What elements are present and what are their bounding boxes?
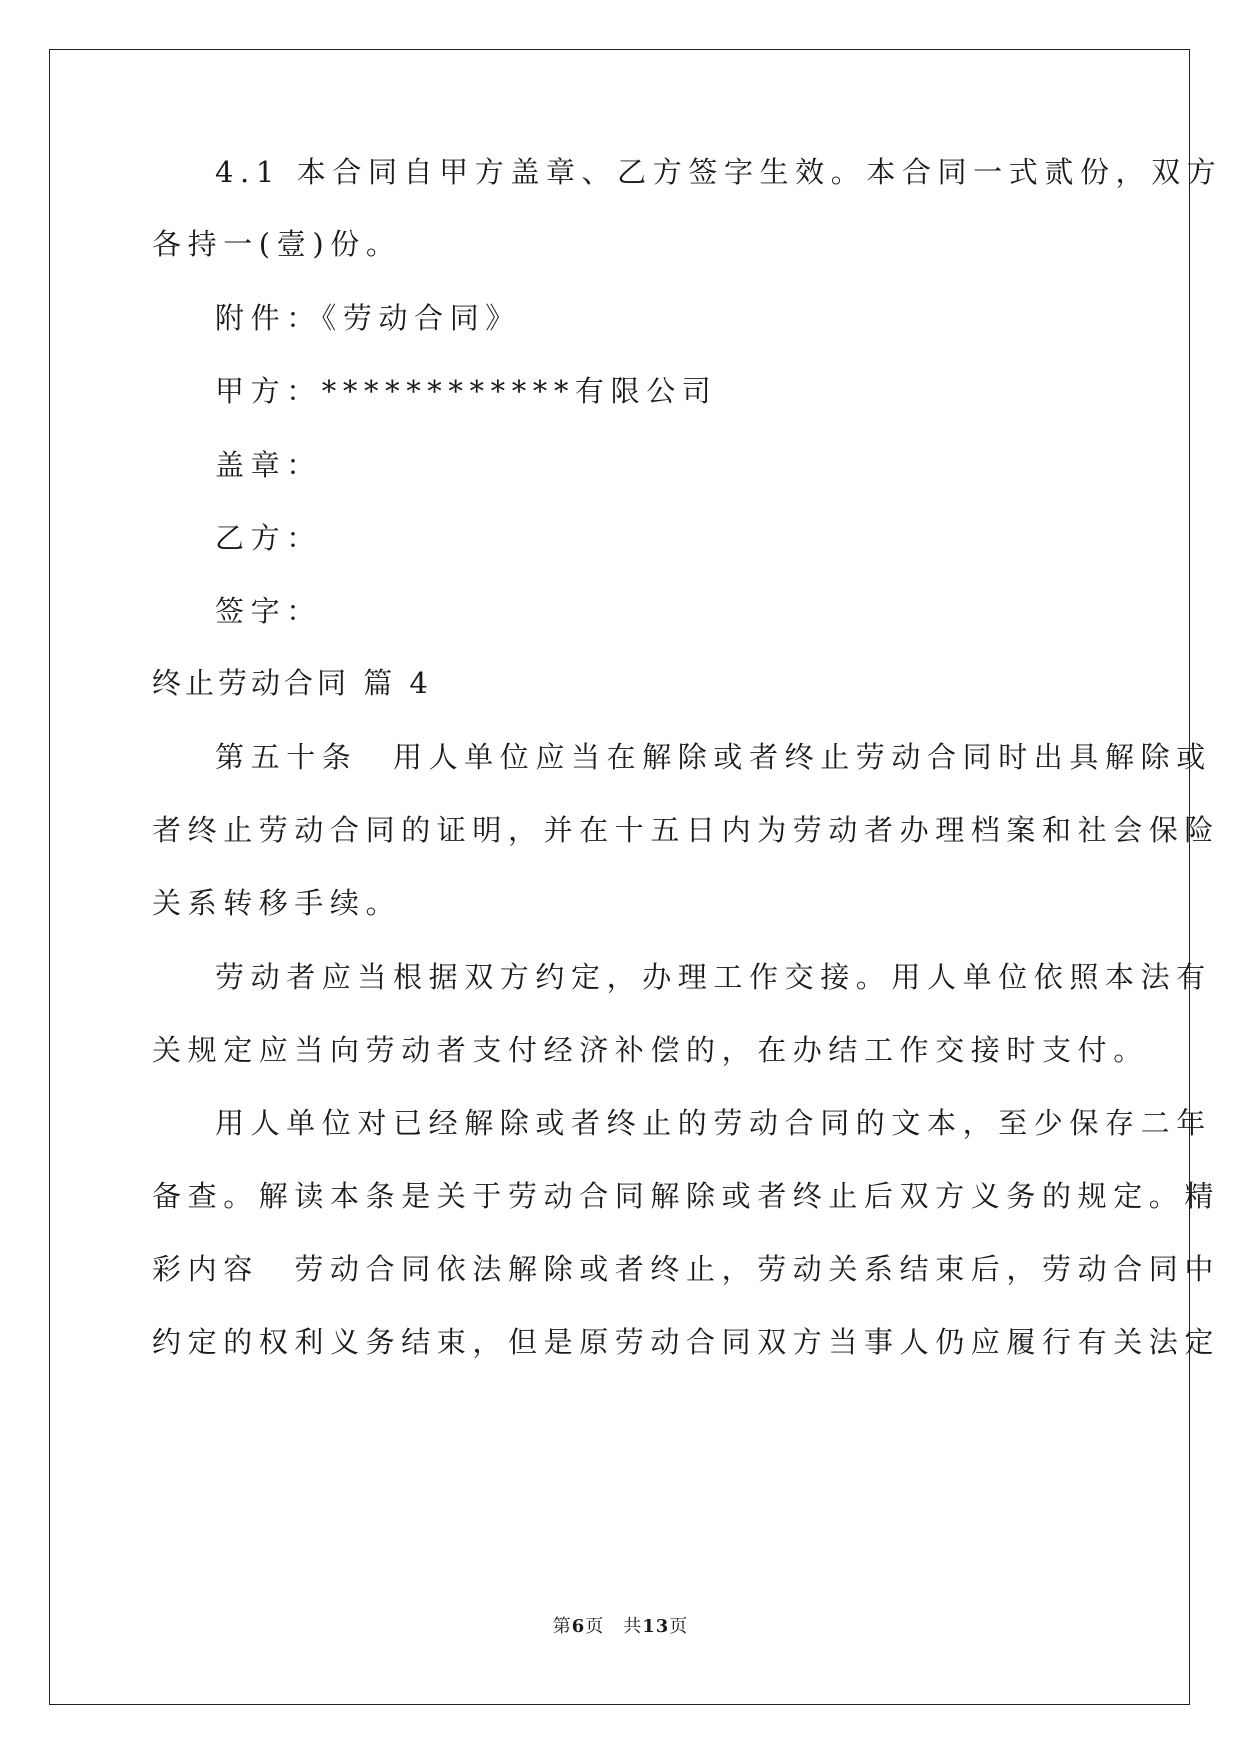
section-heading: 终止劳动合同 篇 4 <box>152 666 432 700</box>
party-a-line: 甲方：************有限公司 <box>215 374 718 408</box>
page-footer <box>0 1612 1241 1638</box>
page-number: 6 <box>571 1616 586 1637</box>
signature-line: 签字： <box>215 594 322 628</box>
page-prefix: 第 <box>552 1616 572 1637</box>
handover-line-2: 关规定应当向劳动者支付经济补偿的，在办结工作交接时支付。 <box>152 1033 1149 1067</box>
handover-line-1: 劳动者应当根据双方约定，办理工作交接。用人单位依照本法有 <box>215 960 1212 994</box>
retention-line-3: 彩内容 劳动合同依法解除或者终止，劳动关系结束后，劳动合同中 <box>152 1252 1221 1286</box>
retention-line-1: 用人单位对已经解除或者终止的劳动合同的文本，至少保存二年 <box>215 1106 1212 1140</box>
clause-4-1-line-2: 各持一(壹)份。 <box>152 227 402 261</box>
total-prefix: 共 <box>623 1616 643 1637</box>
article-50-line-2: 者终止劳动合同的证明，并在十五日内为劳动者办理档案和社会保险 <box>152 813 1221 847</box>
page-suffix: 页 <box>585 1616 605 1637</box>
total-suffix: 页 <box>669 1616 689 1637</box>
attachment-line: 附件：《劳动合同》 <box>215 301 521 335</box>
clause-4-1-line-1: 4.1 本合同自甲方盖章、乙方签字生效。本合同一式贰份，双方 <box>215 155 1223 189</box>
article-50-line-1: 第五十条 用人单位应当在解除或者终止劳动合同时出具解除或 <box>215 740 1212 774</box>
total-pages: 13 <box>642 1616 670 1637</box>
article-50-line-3: 关系转移手续。 <box>152 886 402 920</box>
party-b-line: 乙方： <box>215 521 322 555</box>
retention-line-4: 约定的权利义务结束，但是原劳动合同双方当事人仍应履行有关法定 <box>152 1325 1221 1359</box>
seal-line: 盖章： <box>215 448 322 482</box>
retention-line-2: 备查。解读本条是关于劳动合同解除或者终止后双方义务的规定。精 <box>152 1179 1221 1213</box>
